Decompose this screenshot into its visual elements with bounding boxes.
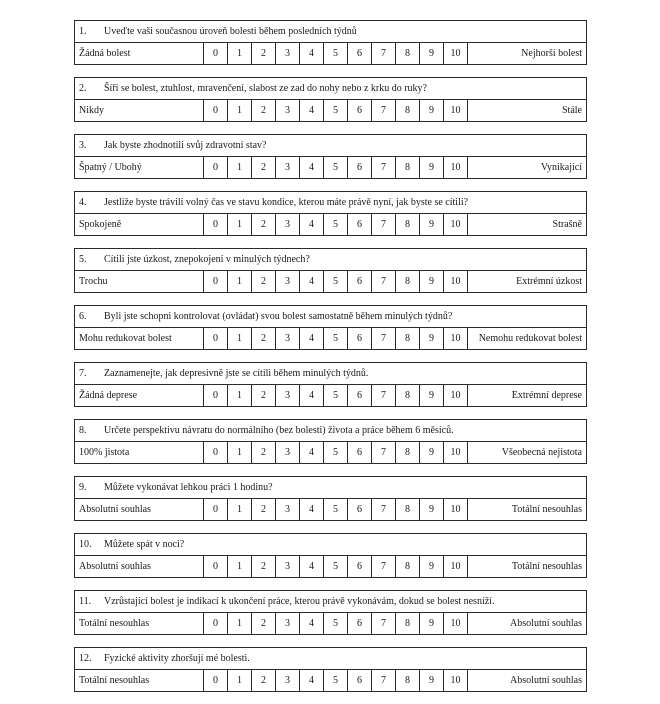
scale-option-7[interactable]: 7 — [371, 613, 395, 634]
scale-max-label: Všeobecná nejistota — [501, 447, 582, 458]
scale-option-4[interactable]: 4 — [299, 499, 323, 520]
scale-min-label: Žádná deprese — [79, 390, 138, 401]
question-text: Můžete vykonávat lehkou práci 1 hodinu? — [104, 482, 273, 493]
question-text: Jak byste zhodnotili svůj zdravotní stav? — [104, 140, 267, 151]
scale-option-8[interactable]: 8 — [395, 556, 419, 577]
scale-option-5[interactable]: 5 — [323, 499, 347, 520]
scale-min-label: Totální nesouhlas — [79, 675, 150, 686]
question-number: 7. — [79, 368, 87, 379]
scale-option-7[interactable]: 7 — [371, 328, 395, 349]
scale-option-10[interactable]: 10 — [443, 43, 468, 64]
question-number: 2. — [79, 83, 87, 94]
scale-option-4[interactable]: 4 — [299, 328, 323, 349]
scale-option-9[interactable]: 9 — [419, 43, 443, 64]
scale-option-7[interactable]: 7 — [371, 556, 395, 577]
scale-option-5[interactable]: 5 — [323, 271, 347, 292]
scale-max-label: Absolutní souhlas — [510, 618, 582, 629]
question-number: 6. — [79, 311, 87, 322]
scale-min-label: Absolutní souhlas — [79, 504, 151, 515]
scale-option-6[interactable]: 6 — [347, 670, 371, 691]
scale-option-3[interactable]: 3 — [275, 670, 299, 691]
scale-option-1[interactable]: 1 — [227, 670, 251, 691]
scale-option-1[interactable]: 1 — [227, 100, 251, 121]
question-block — [74, 533, 587, 578]
scale-option-0[interactable]: 0 — [203, 100, 227, 121]
scale-option-2[interactable]: 2 — [251, 43, 275, 64]
scale-option-0[interactable]: 0 — [203, 442, 227, 463]
rating-scale-row — [75, 214, 586, 235]
question-text: Můžete spát v noci? — [104, 539, 185, 550]
question-number: 4. — [79, 197, 87, 208]
rating-scale-row — [75, 613, 586, 634]
question-header — [75, 363, 586, 385]
scale-option-2[interactable]: 2 — [251, 157, 275, 178]
question-header — [75, 249, 586, 271]
scale-option-7[interactable]: 7 — [371, 100, 395, 121]
scale-option-4[interactable]: 4 — [299, 556, 323, 577]
question-header — [75, 78, 586, 100]
scale-option-3[interactable]: 3 — [275, 499, 299, 520]
question-block — [74, 419, 587, 464]
question-text: Šíří se bolest, ztuhlost, mravenčení, slabost ze zad do nohy nebo z krku do ruky? — [104, 83, 427, 94]
scale-option-0[interactable]: 0 — [203, 385, 227, 406]
scale-option-9[interactable]: 9 — [419, 214, 443, 235]
scale-option-3[interactable]: 3 — [275, 385, 299, 406]
scale-option-7[interactable]: 7 — [371, 670, 395, 691]
scale-option-2[interactable]: 2 — [251, 556, 275, 577]
scale-option-7[interactable]: 7 — [371, 499, 395, 520]
question-block — [74, 191, 587, 236]
question-header — [75, 477, 586, 499]
scale-max-label: Totální nesouhlas — [511, 561, 582, 572]
scale-max-label: Stále — [562, 105, 582, 116]
scale-option-10[interactable]: 10 — [443, 157, 468, 178]
question-number: 10. — [79, 539, 92, 550]
scale-option-8[interactable]: 8 — [395, 499, 419, 520]
scale-option-5[interactable]: 5 — [323, 385, 347, 406]
question-block — [74, 362, 587, 407]
scale-option-2[interactable]: 2 — [251, 271, 275, 292]
scale-option-10[interactable]: 10 — [443, 670, 468, 691]
scale-option-9[interactable]: 9 — [419, 157, 443, 178]
scale-option-8[interactable]: 8 — [395, 157, 419, 178]
scale-option-3[interactable]: 3 — [275, 100, 299, 121]
rating-scale-row — [75, 556, 586, 577]
scale-max-label: Nemohu redukovat bolest — [478, 333, 582, 344]
scale-option-6[interactable]: 6 — [347, 613, 371, 634]
question-number: 1. — [79, 26, 87, 37]
scale-option-6[interactable]: 6 — [347, 271, 371, 292]
scale-option-1[interactable]: 1 — [227, 43, 251, 64]
scale-option-8[interactable]: 8 — [395, 328, 419, 349]
rating-scale-row — [75, 328, 586, 349]
rating-scale-row — [75, 442, 586, 463]
question-text: Byli jste schopni kontrolovat (ovládat) svou bolest samostatně během minulých týdnů? — [104, 311, 453, 322]
question-header — [75, 192, 586, 214]
scale-min-label: Nikdy — [79, 105, 104, 116]
questionnaire-sheet — [74, 20, 586, 704]
scale-option-4[interactable]: 4 — [299, 670, 323, 691]
scale-min-label: Absolutní souhlas — [79, 561, 151, 572]
scale-option-1[interactable]: 1 — [227, 214, 251, 235]
scale-max-label: Nejhorší bolest — [521, 48, 582, 59]
scale-max-label: Vynikající — [540, 162, 582, 173]
question-text: Jestliže byste trávili volný čas ve stavu kondice, kterou máte právě nyní, jak byste se cítili? — [104, 197, 469, 208]
scale-option-8[interactable]: 8 — [395, 271, 419, 292]
scale-option-7[interactable]: 7 — [371, 157, 395, 178]
scale-option-9[interactable]: 9 — [419, 100, 443, 121]
scale-option-7[interactable]: 7 — [371, 271, 395, 292]
scale-option-9[interactable]: 9 — [419, 328, 443, 349]
scale-option-2[interactable]: 2 — [251, 613, 275, 634]
question-block — [74, 248, 587, 293]
scale-option-3[interactable]: 3 — [275, 43, 299, 64]
question-block — [74, 134, 587, 179]
scale-option-2[interactable]: 2 — [251, 214, 275, 235]
scale-option-2[interactable]: 2 — [251, 499, 275, 520]
scale-min-label: Žádná bolest — [79, 48, 131, 59]
rating-scale-row — [75, 271, 586, 292]
question-block — [74, 476, 587, 521]
scale-option-0[interactable]: 0 — [203, 328, 227, 349]
question-text: Uveďte vaši současnou úroveň bolesti během posledních týdnů — [104, 26, 357, 37]
scale-option-9[interactable]: 9 — [419, 670, 443, 691]
rating-scale-row — [75, 100, 586, 121]
question-header — [75, 135, 586, 157]
question-block — [74, 20, 587, 65]
scale-option-5[interactable]: 5 — [323, 670, 347, 691]
rating-scale-row — [75, 499, 586, 520]
scale-option-0[interactable]: 0 — [203, 214, 227, 235]
scale-option-6[interactable]: 6 — [347, 442, 371, 463]
scale-option-10[interactable]: 10 — [443, 271, 468, 292]
scale-option-3[interactable]: 3 — [275, 556, 299, 577]
scale-max-label: Extrémní úzkost — [516, 276, 582, 287]
question-header — [75, 420, 586, 442]
question-text: Fyzické aktivity zhoršují mé bolesti. — [104, 653, 250, 664]
scale-option-9[interactable]: 9 — [419, 271, 443, 292]
scale-option-5[interactable]: 5 — [323, 328, 347, 349]
scale-option-4[interactable]: 4 — [299, 100, 323, 121]
scale-option-10[interactable]: 10 — [443, 100, 468, 121]
question-block — [74, 305, 587, 350]
scale-option-6[interactable]: 6 — [347, 499, 371, 520]
scale-option-3[interactable]: 3 — [275, 328, 299, 349]
scale-option-0[interactable]: 0 — [203, 499, 227, 520]
scale-option-4[interactable]: 4 — [299, 157, 323, 178]
scale-option-6[interactable]: 6 — [347, 556, 371, 577]
scale-option-4[interactable]: 4 — [299, 271, 323, 292]
scale-option-2[interactable]: 2 — [251, 442, 275, 463]
scale-option-1[interactable]: 1 — [227, 556, 251, 577]
scale-option-4[interactable]: 4 — [299, 385, 323, 406]
scale-option-10[interactable]: 10 — [443, 556, 468, 577]
scale-option-2[interactable]: 2 — [251, 328, 275, 349]
question-number: 8. — [79, 425, 87, 436]
scale-option-0[interactable]: 0 — [203, 556, 227, 577]
scale-option-5[interactable]: 5 — [323, 613, 347, 634]
scale-option-6[interactable]: 6 — [347, 385, 371, 406]
scale-option-9[interactable]: 9 — [419, 556, 443, 577]
scale-option-10[interactable]: 10 — [443, 385, 468, 406]
question-number: 11. — [79, 596, 92, 607]
scale-max-label: Strašně — [552, 219, 582, 230]
scale-option-5[interactable]: 5 — [323, 100, 347, 121]
scale-option-6[interactable]: 6 — [347, 43, 371, 64]
scale-option-0[interactable]: 0 — [203, 43, 227, 64]
scale-option-3[interactable]: 3 — [275, 271, 299, 292]
scale-option-10[interactable]: 10 — [443, 613, 468, 634]
scale-option-3[interactable]: 3 — [275, 157, 299, 178]
scale-option-5[interactable]: 5 — [323, 556, 347, 577]
scale-option-7[interactable]: 7 — [371, 442, 395, 463]
scale-option-0[interactable]: 0 — [203, 613, 227, 634]
scale-option-0[interactable]: 0 — [203, 157, 227, 178]
question-text: Vzrůstající bolest je indikací k ukončení práce, kterou právě vykonávám, dokud se bolest nesníží. — [104, 596, 495, 607]
scale-option-5[interactable]: 5 — [323, 214, 347, 235]
scale-option-6[interactable]: 6 — [347, 328, 371, 349]
scale-option-10[interactable]: 10 — [443, 499, 468, 520]
question-header — [75, 534, 586, 556]
question-header — [75, 591, 586, 613]
scale-option-1[interactable]: 1 — [227, 499, 251, 520]
scale-option-2[interactable]: 2 — [251, 100, 275, 121]
scale-option-4[interactable]: 4 — [299, 442, 323, 463]
scale-option-1[interactable]: 1 — [227, 442, 251, 463]
scale-option-3[interactable]: 3 — [275, 613, 299, 634]
scale-min-label: Spokojeně — [79, 219, 122, 230]
scale-option-7[interactable]: 7 — [371, 43, 395, 64]
question-text: Zaznamenejte, jak depresivně jste se cítili během minulých týdnů. — [104, 368, 369, 379]
question-number: 9. — [79, 482, 87, 493]
question-header — [75, 21, 586, 43]
question-number: 12. — [79, 653, 92, 664]
question-number: 5. — [79, 254, 87, 265]
question-header — [75, 648, 586, 670]
scale-option-2[interactable]: 2 — [251, 670, 275, 691]
scale-min-label: Mohu redukovat bolest — [79, 333, 172, 344]
scale-option-3[interactable]: 3 — [275, 214, 299, 235]
scale-option-4[interactable]: 4 — [299, 613, 323, 634]
scale-min-label: Trochu — [79, 276, 108, 287]
scale-option-6[interactable]: 6 — [347, 214, 371, 235]
scale-option-9[interactable]: 9 — [419, 385, 443, 406]
scale-option-9[interactable]: 9 — [419, 613, 443, 634]
scale-option-9[interactable]: 9 — [419, 442, 443, 463]
scale-option-1[interactable]: 1 — [227, 328, 251, 349]
scale-option-5[interactable]: 5 — [323, 43, 347, 64]
scale-min-label: Špatný / Ubohý — [79, 162, 142, 173]
scale-option-7[interactable]: 7 — [371, 214, 395, 235]
scale-option-8[interactable]: 8 — [395, 613, 419, 634]
scale-option-7[interactable]: 7 — [371, 385, 395, 406]
question-header — [75, 306, 586, 328]
scale-max-label: Absolutní souhlas — [510, 675, 582, 686]
scale-option-1[interactable]: 1 — [227, 385, 251, 406]
scale-min-label: Totální nesouhlas — [79, 618, 150, 629]
scale-max-label: Totální nesouhlas — [511, 504, 582, 515]
question-text: Určete perspektivu návratu do normálního (bez bolesti) života a práce během 6 měsíců. — [104, 425, 454, 436]
scale-option-3[interactable]: 3 — [275, 442, 299, 463]
rating-scale-row — [75, 385, 586, 406]
scale-option-0[interactable]: 0 — [203, 670, 227, 691]
scale-option-10[interactable]: 10 — [443, 442, 468, 463]
scale-option-8[interactable]: 8 — [395, 214, 419, 235]
scale-option-9[interactable]: 9 — [419, 499, 443, 520]
scale-min-label: 100% jistota — [79, 447, 130, 458]
question-block — [74, 77, 587, 122]
scale-option-1[interactable]: 1 — [227, 271, 251, 292]
scale-option-4[interactable]: 4 — [299, 43, 323, 64]
question-block — [74, 647, 587, 692]
rating-scale-row — [75, 43, 586, 64]
scale-option-5[interactable]: 5 — [323, 442, 347, 463]
scale-option-8[interactable]: 8 — [395, 100, 419, 121]
scale-option-1[interactable]: 1 — [227, 613, 251, 634]
question-text: Cítili jste úzkost, znepokojení v minulých týdnech? — [104, 254, 310, 265]
scale-option-8[interactable]: 8 — [395, 43, 419, 64]
scale-option-6[interactable]: 6 — [347, 157, 371, 178]
rating-scale-row — [75, 670, 586, 691]
scale-option-2[interactable]: 2 — [251, 385, 275, 406]
scale-option-0[interactable]: 0 — [203, 271, 227, 292]
scale-option-8[interactable]: 8 — [395, 385, 419, 406]
question-block — [74, 590, 587, 635]
scale-option-10[interactable]: 10 — [443, 214, 468, 235]
scale-option-8[interactable]: 8 — [395, 670, 419, 691]
scale-option-6[interactable]: 6 — [347, 100, 371, 121]
scale-option-8[interactable]: 8 — [395, 442, 419, 463]
rating-scale-row — [75, 157, 586, 178]
scale-max-label: Extrémní deprese — [511, 390, 582, 401]
scale-option-1[interactable]: 1 — [227, 157, 251, 178]
scale-option-5[interactable]: 5 — [323, 157, 347, 178]
scale-option-4[interactable]: 4 — [299, 214, 323, 235]
question-number: 3. — [79, 140, 87, 151]
scale-option-10[interactable]: 10 — [443, 328, 468, 349]
